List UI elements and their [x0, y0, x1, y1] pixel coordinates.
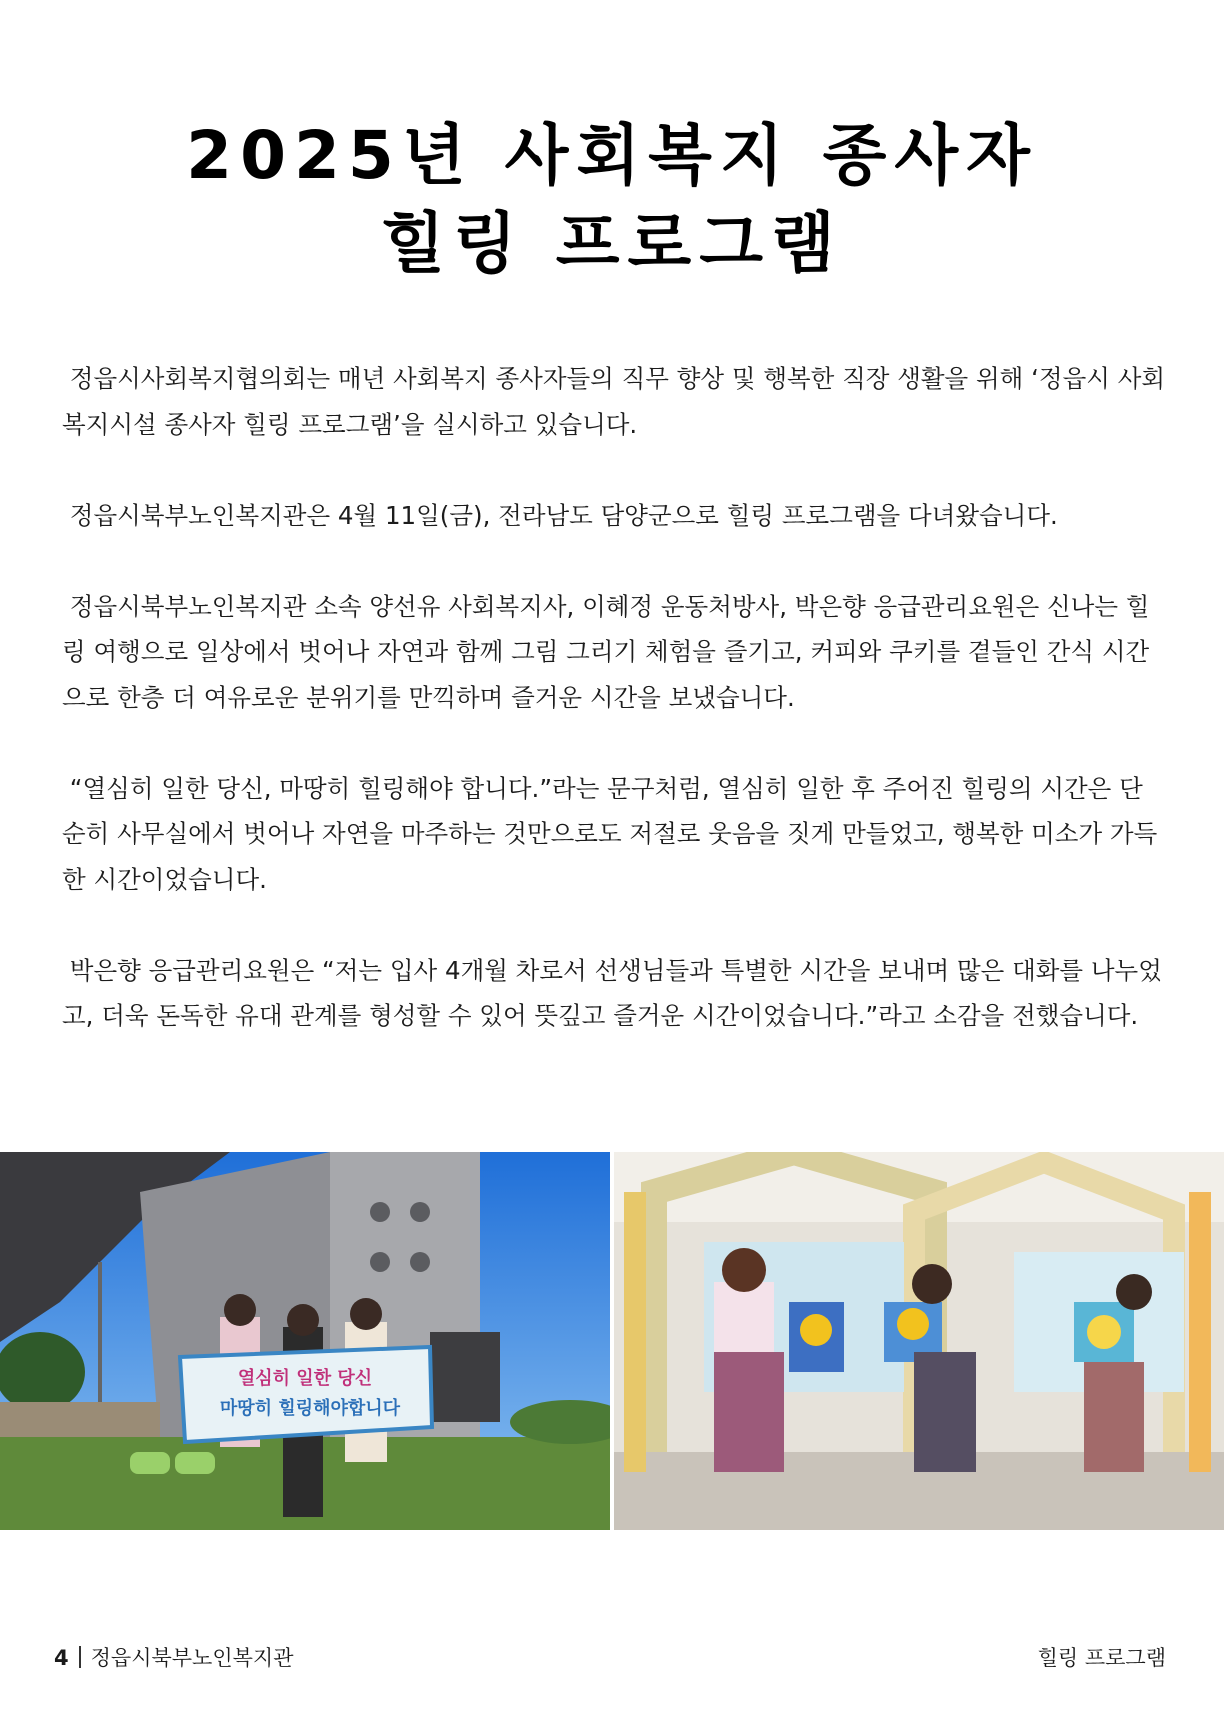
- title-line-1: 2025년 사회복지 종사자: [186, 117, 1038, 194]
- footer-divider: [79, 1646, 81, 1668]
- paragraph-1: 정읍시사회복지협의회는 매년 사회복지 종사자들의 직무 향상 및 행복한 직장 생활을 위해 ‘정읍시 사회복지시설 종사자 힐링 프로그램’을 실시하고 있습니다.: [62, 364, 1166, 439]
- painting-class-photo: [614, 1152, 1224, 1530]
- paragraph-2: 정읍시북부노인복지관은 4월 11일(금), 전라남도 담양군으로 힐링 프로그램을 다녀왔습니다.: [62, 500, 1058, 530]
- footer-left: [54, 1643, 293, 1673]
- article-body: [62, 356, 1166, 1084]
- title-line-2: 힐링 프로그램: [381, 205, 843, 282]
- page-number: 4: [54, 1646, 69, 1670]
- paragraph-4: “열심히 일한 당신, 마땅히 힐링해야 합니다.”라는 문구처럼, 열심히 일한 후 주어진 힐링의 시간은 단순히 사무실에서 벗어나 자연을 마주하는 것만으로도 저절로 웃음을 짓게 만들었고, 행복한 미소가 가득한 시간이었습니다.: [62, 773, 1158, 894]
- footer-section-name: 힐링 프로그램: [1037, 1646, 1166, 1670]
- group-photo-outdoor: [0, 1152, 610, 1530]
- photo-strip: [0, 1152, 1224, 1530]
- footer-org-name: 정읍시북부노인복지관: [90, 1646, 294, 1670]
- paragraph-5: 박은향 응급관리요원은 “저는 입사 4개월 차로서 선생님들과 특별한 시간을 보내며 많은 대화를 나누었고, 더욱 돈독한 유대 관계를 형성할 수 있어 뜻깊고 즐거운 시간이었습니다.”라고 소감을 전했습니다.: [62, 955, 1162, 1030]
- banner-text-2: 마땅히 힐링해야합니다: [219, 1398, 401, 1419]
- page-title: [0, 112, 1224, 288]
- paragraph-3: 정읍시북부노인복지관 소속 양선유 사회복지사, 이혜정 운동처방사, 박은향 응급관리요원은 신나는 힐링 여행으로 일상에서 벗어나 자연과 함께 그림 그리기 체험을 즐기고, 커피와 쿠키를 곁들인 간식 시간으로 한층 더 여유로운 분위기를 만끽하며 즐거운 시간을 보냈습니다.: [62, 591, 1150, 712]
- banner-text-1: 열심히 일한 당신: [237, 1368, 373, 1389]
